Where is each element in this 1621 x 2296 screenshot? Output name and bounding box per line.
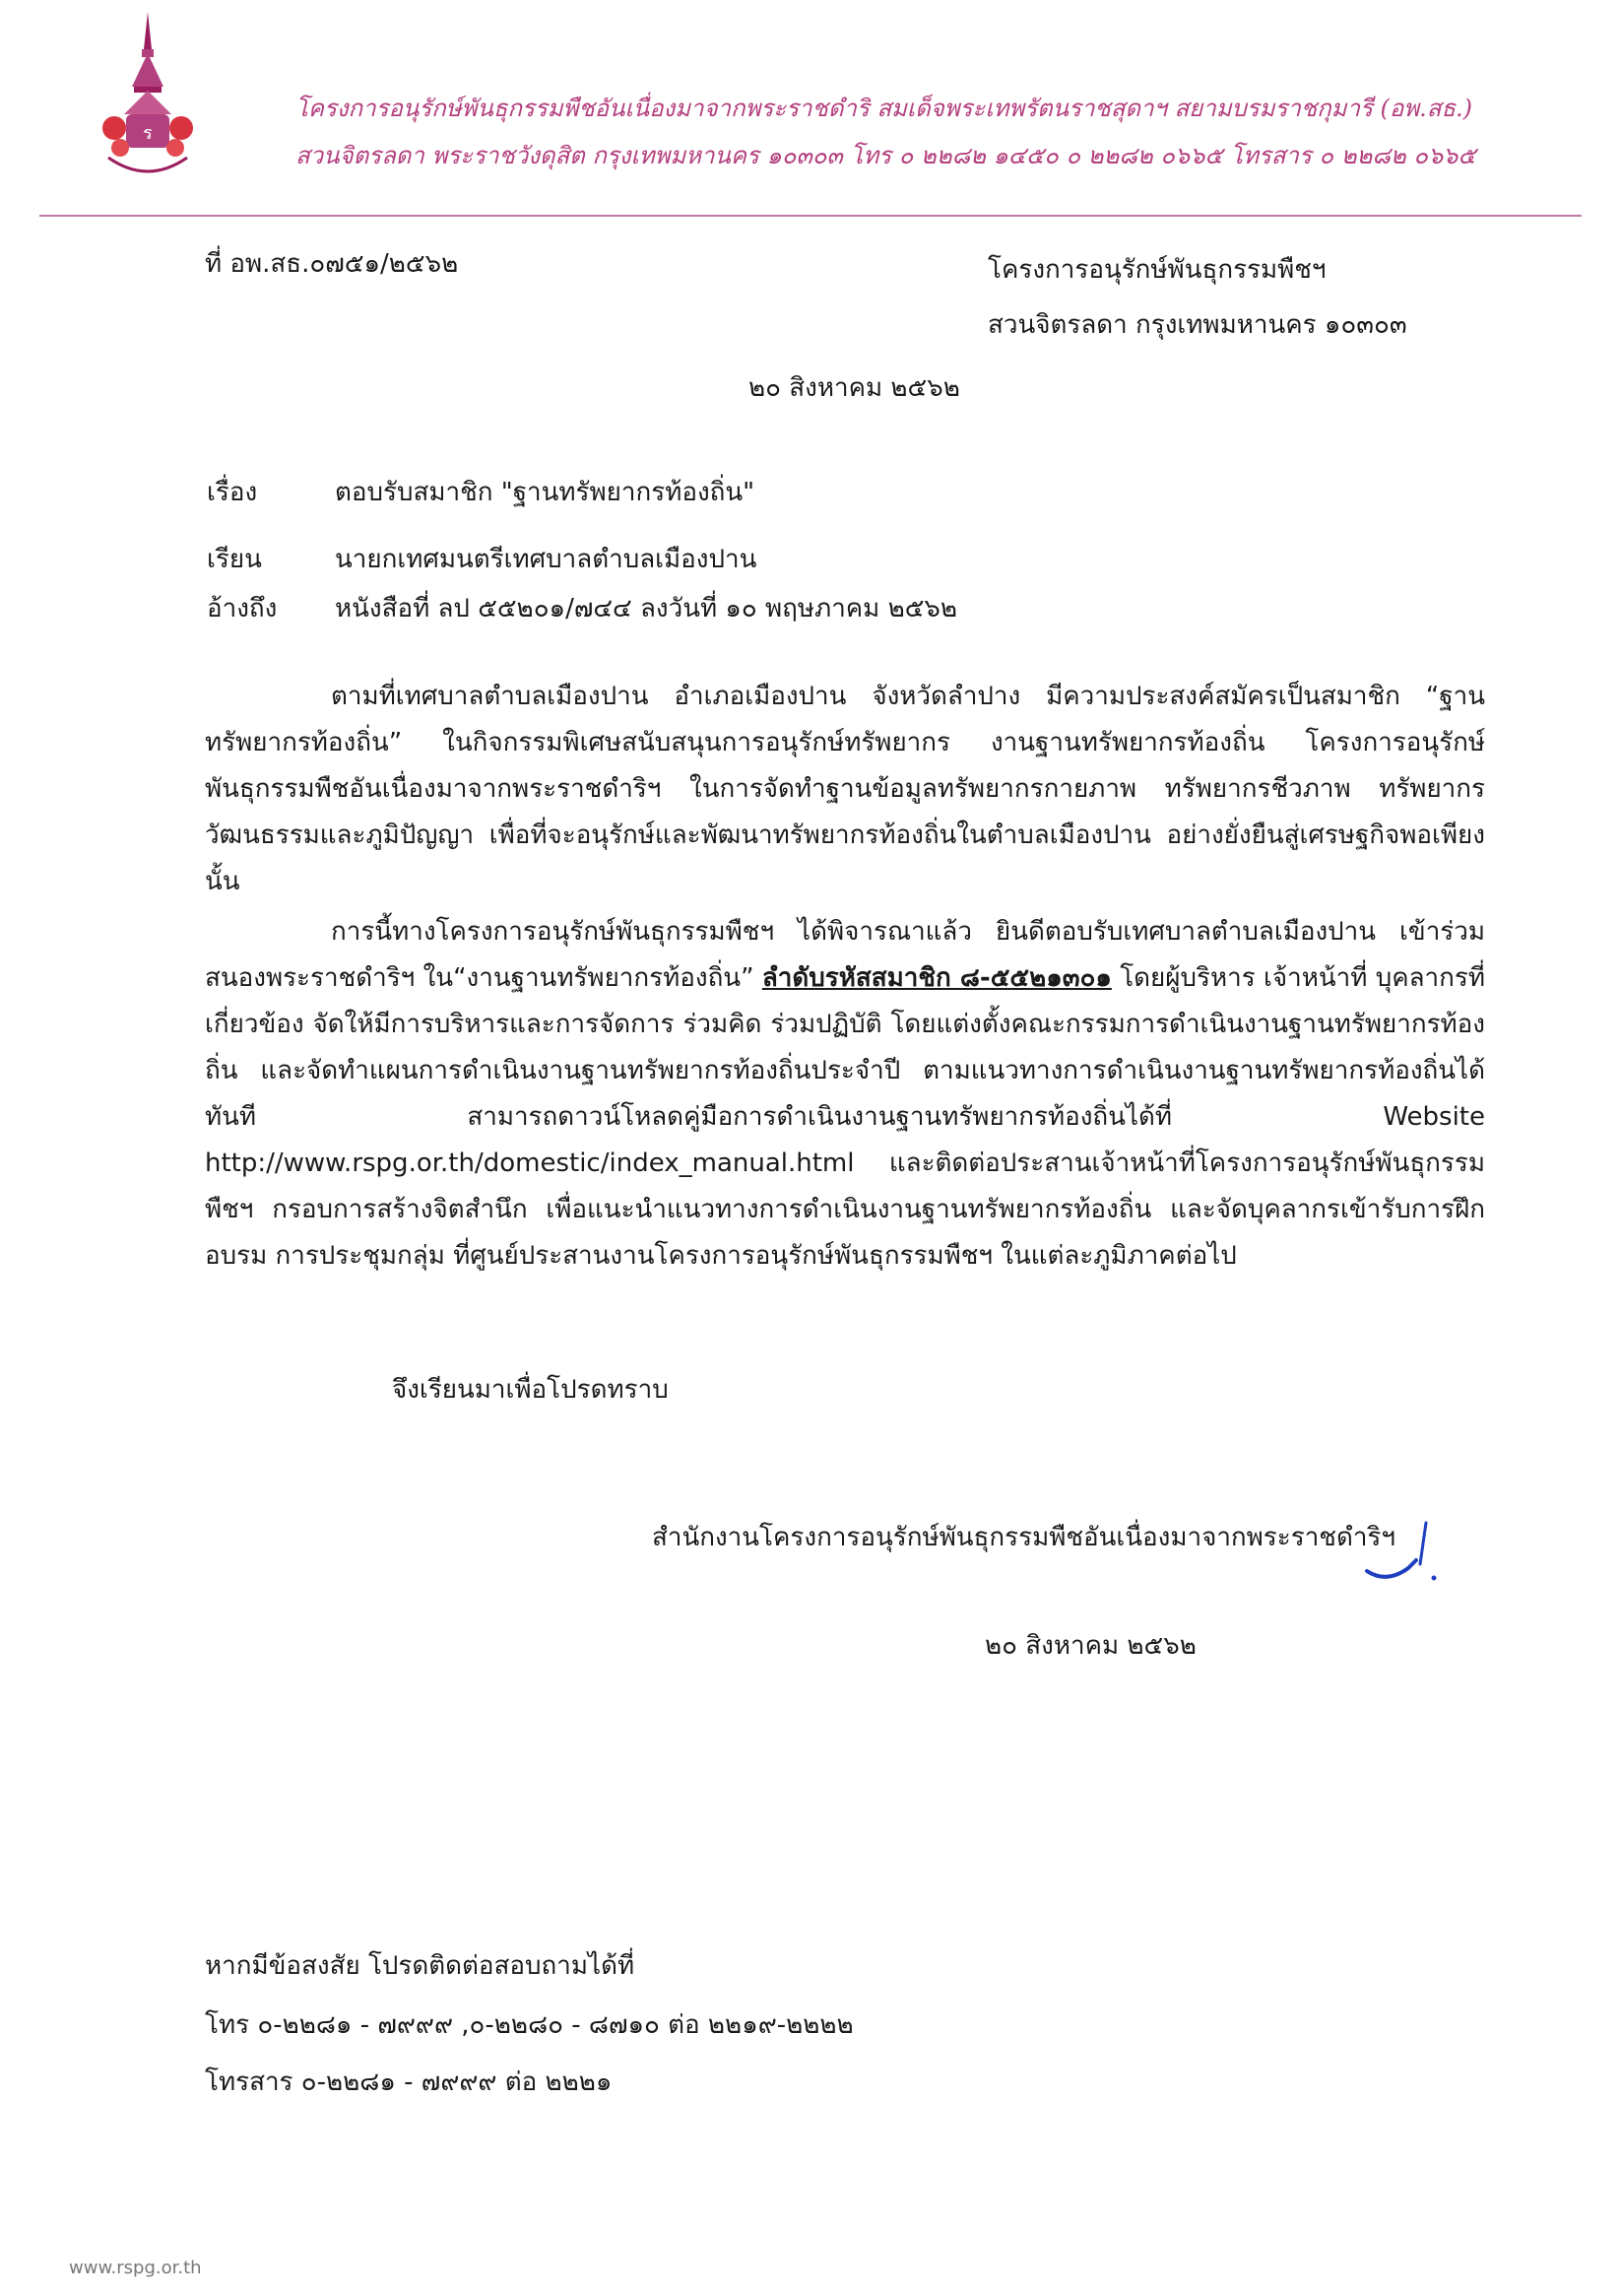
issuing-office: สำนักงานโครงการอนุรักษ์พันธุกรรมพืชอันเนื่องมาจากพระราชดำริฯ: [652, 1523, 1395, 1552]
sender-line2: สวนจิตรลดา กรุงเทพมหานคร ๑๐๓๐๓: [988, 310, 1407, 340]
signature-date: ๒๐ สิงหาคม ๒๕๖๒: [985, 1631, 1197, 1661]
letterhead-line1: โครงการอนุรักษ์พันธุกรรมพืชอันเนื่องมาจากพระราชดำริ สมเด็จพระเทพรัตนราชสุดาฯ สยามบรมราชกุมารี (อพ.สธ.): [295, 95, 1472, 122]
letter-date: ๒๐ สิงหาคม ๒๕๖๒: [748, 373, 960, 403]
recipient-value: นายกเทศมนตรีเทศบาลตำบลเมืองปาน: [335, 545, 757, 574]
body-paragraph-1: ตามที่เทศบาลตำบลเมืองปาน อำเภอเมืองปาน จังหวัดลำปาง มีความประสงค์สมัครเป็นสมาชิก “ฐานทรัพยากรท้องถิ่น” ในกิจกรรมพิเศษสนับสนุนการอนุรักษ์ทรัพยากร งานฐานทรัพยากรท้องถิ่น โครงการอนุรักษ์พันธุกรรมพืชอันเนื่องมาจากพระราชดำริฯ ในการจัดทำฐานข้อมูลทรัพยากรกายภาพ ทรัพยากรชีวภาพ ทรัพยากรวัฒนธรรมและภูมิปัญญา เพื่อที่จะอนุรักษ์และพัฒนาทรัพยากรท้องถิ่นในตำบลเมืองปาน อย่างยั่งยืนสู่เศรษฐกิจพอเพียง นั้น: [205, 682, 1485, 896]
letterhead-divider: [39, 215, 1582, 217]
rspg-royal-emblem-icon: [98, 10, 197, 187]
contact-fax: โทรสาร ๐-๒๒๘๑ - ๗๙๙๙ ต่อ ๒๒๒๑: [205, 2067, 613, 2097]
signature-mark: [1357, 1517, 1446, 1586]
subject-value: ตอบรับสมาชิก "ฐานทรัพยากรท้องถิ่น": [335, 478, 755, 507]
body-paragraph-2: [205, 909, 1485, 1279]
reference-label: อ้างถึง: [207, 594, 278, 623]
footer-website: www.rspg.or.th: [69, 2258, 202, 2278]
closing-line: จึงเรียนมาเพื่อโปรดทราบ: [392, 1375, 669, 1405]
subject-label: เรื่อง: [207, 478, 258, 507]
paragraph2-before: การนี้ทางโครงการอนุรักษ์พันธุกรรมพืชฯ ได้พิจารณาแล้ว ยินดีตอบรับเทศบาลตำบลเมืองปาน เข้าร่วมสนองพระราชดำริฯ ใน“งานฐานทรัพยากรท้องถิ่น”: [205, 917, 1485, 993]
recipient-label: เรียน: [207, 545, 262, 574]
paragraph2-after: โดยผู้บริหาร เจ้าหน้าที่ บุคลากรที่เกี่ยวข้อง จัดให้มีการบริหารและการจัดการ ร่วมคิด ร่วมปฏิบัติ โดยแต่งตั้งคณะกรรมการดำเนินงานฐานทรัพยากรท้องถิ่น และจัดทำแผนการดำเนินงานฐานทรัพยากรท้องถิ่นประจำปี ตามแนวทางการดำเนินงานฐานทรัพยากรท้องถิ่นได้ทันที สามารถดาวน์โหลดคู่มือการดำเนินงานฐานทรัพยากรท้องถิ่นได้ที่ Website http://www.rspg.or.th/domestic/index_manual.html และติดต่อประสานเจ้าหน้าที่โครงการอนุรักษ์พันธุกรรมพืชฯ กรอบการสร้างจิตสำนึก เพื่อแนะนำแนวทางการดำเนินงานฐานทรัพยากรท้องถิ่น และจัดบุคลากรเข้ารับการฝึกอบรม การประชุมกลุ่ม ที่ศูนย์ประสานงานโครงการอนุรักษ์พันธุกรรมพืชฯ ในแต่ละภูมิภาคต่อไป: [205, 963, 1485, 1271]
svg-text:ร: ร: [143, 123, 153, 144]
reference-number: ที่ อพ.สธ.๐๗๕๑/๒๕๖๒: [205, 249, 459, 279]
sender-line1: โครงการอนุรักษ์พันธุกรรมพืชฯ: [988, 255, 1327, 285]
member-code: ลำดับรหัสสมาชิก ๘-๕๕๒๑๓๐๑: [761, 963, 1112, 993]
contact-line1: หากมีข้อสงสัย โปรดติดต่อสอบถามได้ที่: [205, 1951, 635, 1981]
contact-phone: โทร ๐-๒๒๘๑ - ๗๙๙๙ ,๐-๒๒๘๐ - ๘๗๑๐ ต่อ ๒๒๑๙-๒๒๒๒: [205, 2010, 854, 2040]
letterhead-line2: สวนจิตรลดา พระราชวังดุสิต กรุงเทพมหานคร ๑๐๓๐๓ โทร ๐ ๒๒๘๒ ๑๔๕๐ ๐ ๒๒๘๒ ๐๖๖๕ โทรสาร ๐ ๒๒๘๒ ๐๖๖๕: [295, 142, 1476, 169]
reference-value: หนังสือที่ ลป ๕๕๒๐๑/๗๔๔ ลงวันที่ ๑๐ พฤษภาคม ๒๕๖๒: [335, 594, 958, 623]
